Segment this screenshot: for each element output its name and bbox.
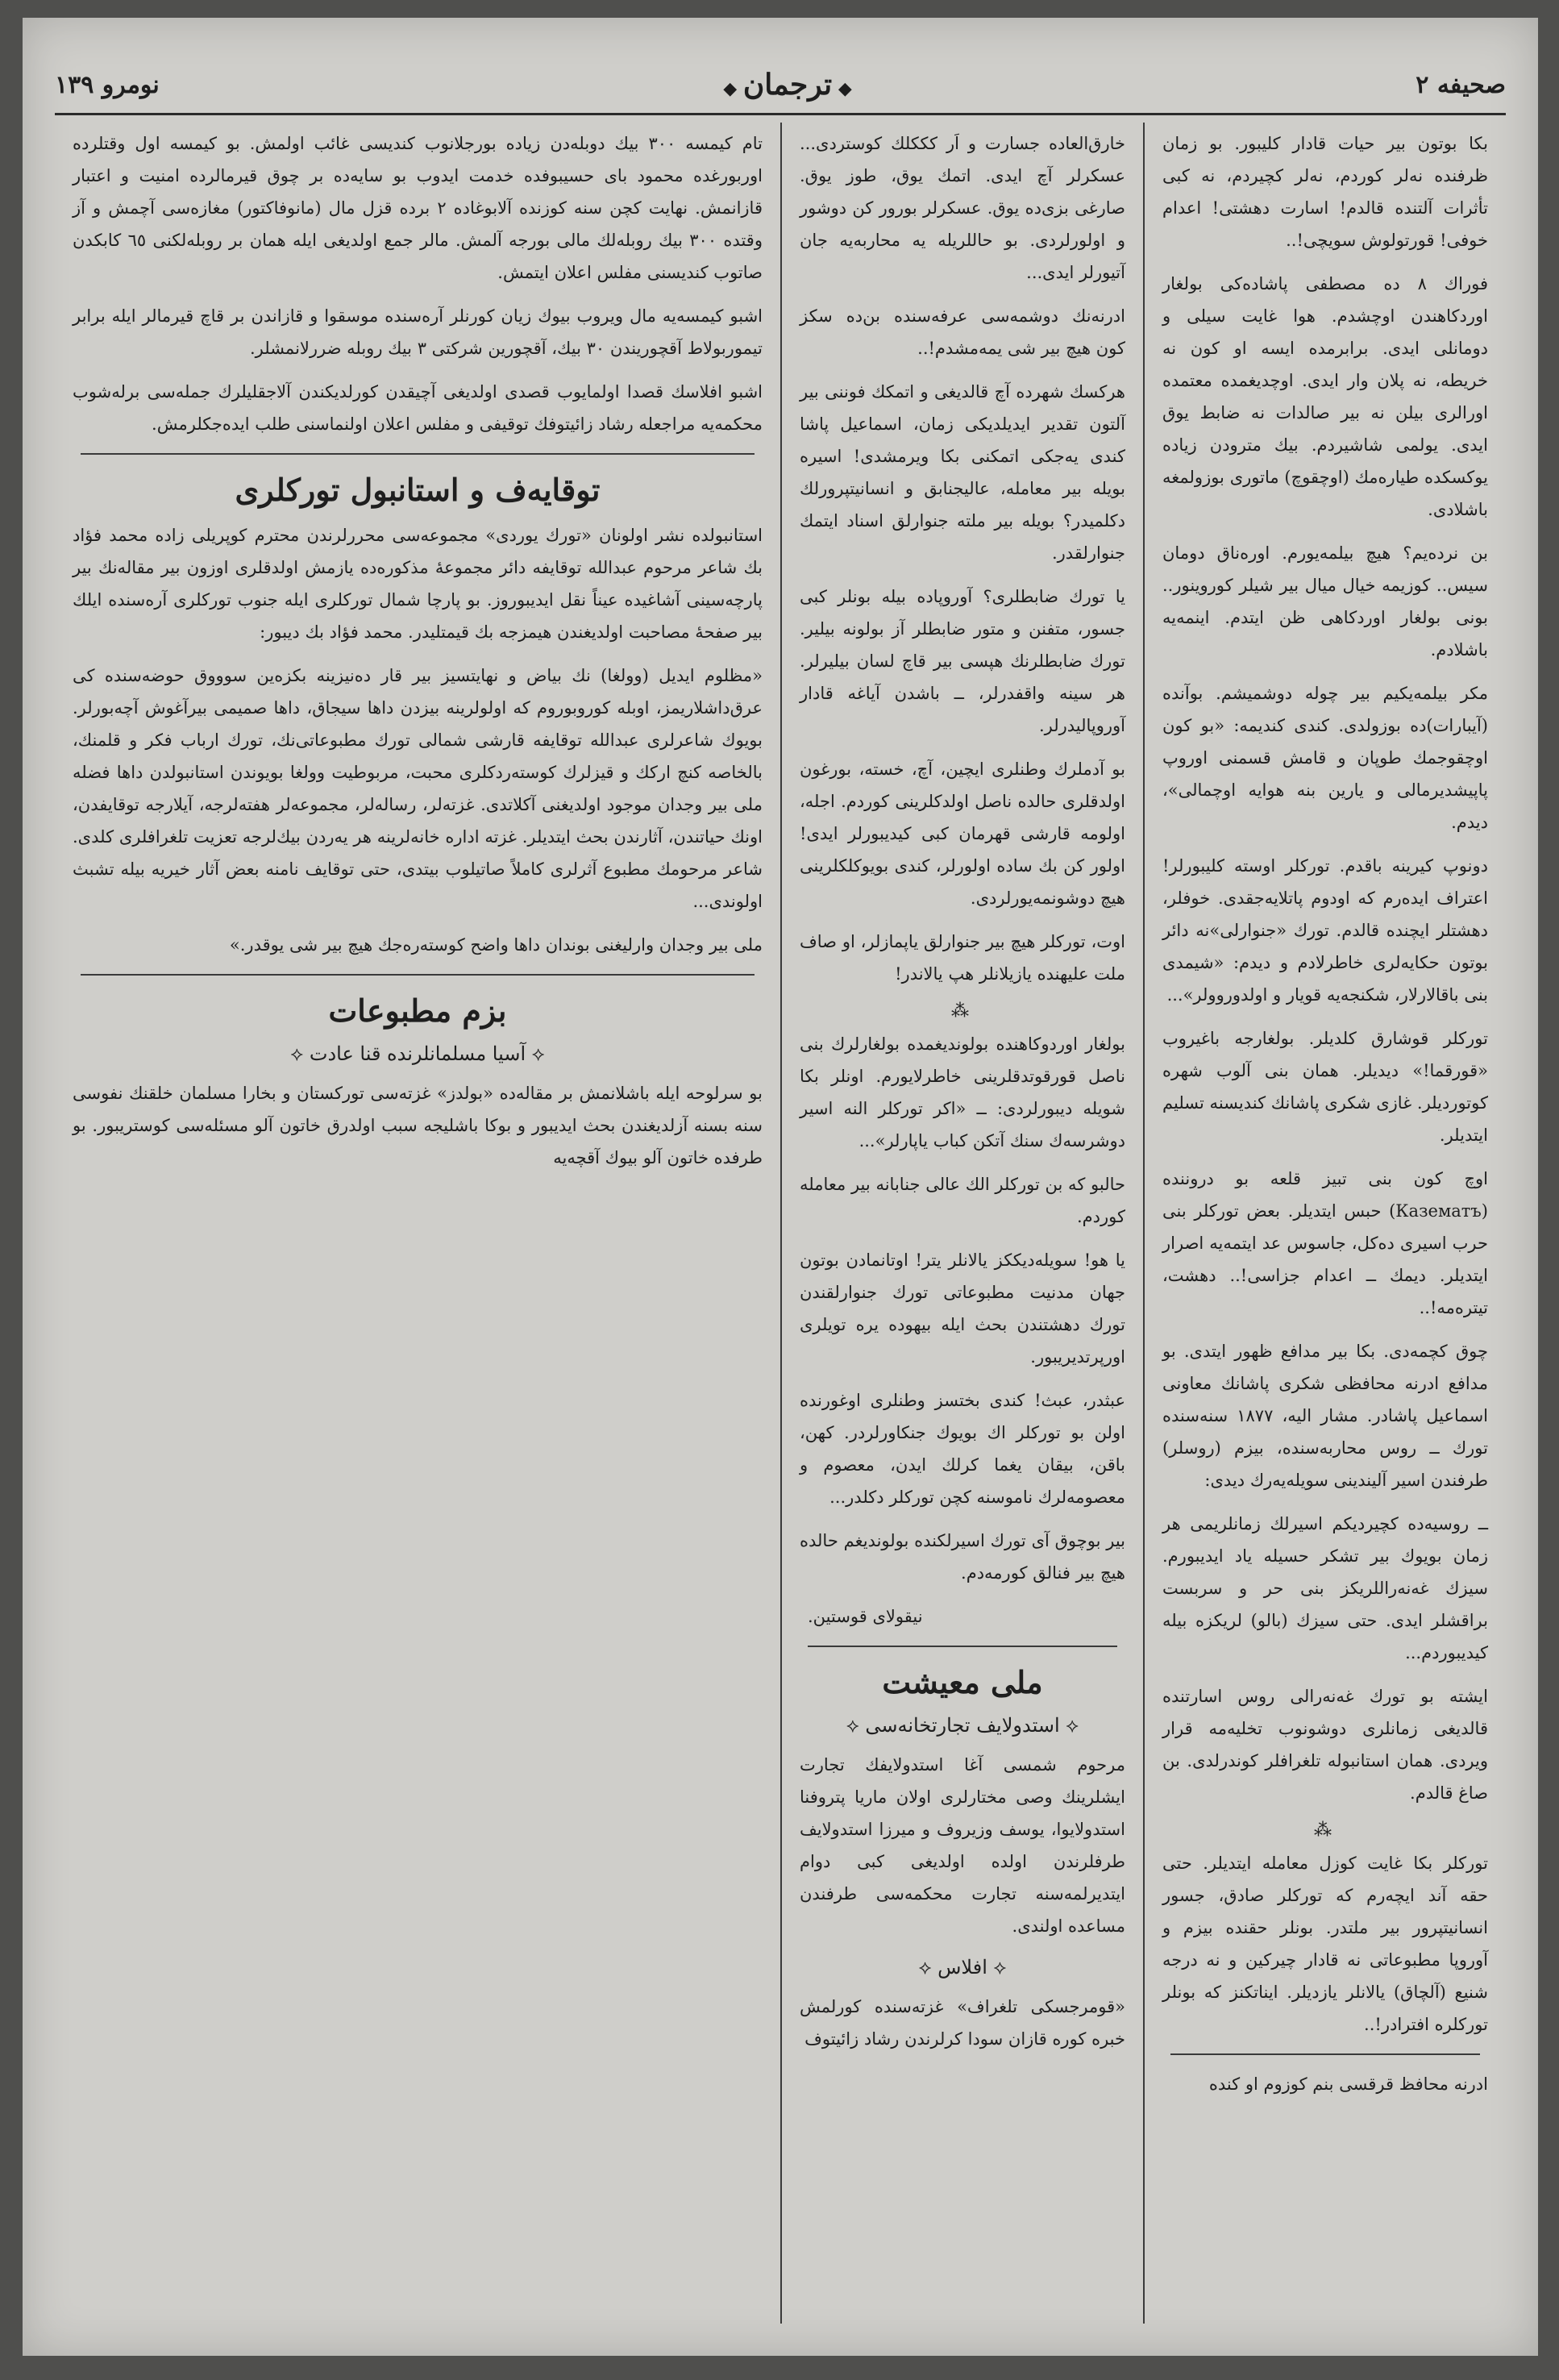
subheading: ⟡ افلاس ⟡ [800, 1954, 1125, 1981]
divider [81, 974, 755, 976]
paragraph: ايشته بو تورك غەنەرالى روس اسارتنده قالديغى زمانلرى دوشونوب تخليه‌مه قرار ويردى. همان استانبوله تلغرافلر كوندرلدى. بن صاغ قالدم. [1162, 1687, 1488, 1803]
paragraph: يا هو! سويله‌ديككز يالانلر يتر! اوتانمادن بوتون جهان مدنيت مطبوعاتى تورك جنوارلقندن تورك دهشتندن بحث ايله بيهوده يره تويلرى اورپرتديريبور. [800, 1250, 1125, 1367]
paragraph: استانبولده نشر اولونان «تورك يوردى» مجموعه‌سى محررلرندن محترم كوپريلى زاده محمد فؤاد بك شاعر مرحوم عبدالله توقايفه دائر مجموعهٔ مذكوره‌ده يازمش اولدقلرى اوزون بير مقاله‌نك بير پارچه‌سينى آشاغيده عيناً نقل ايديبوروز. بو پارچا شمال توركلرى ايله جنوب توركلرى آره‌سنده ايلك بير صفحهٔ مصاحبت اولديغندن هيمزجه بك قيمتليدر. محمد فؤاد بك ديبور: [73, 526, 763, 642]
paragraph: توركلر بكا غايت كوزل معامله ايتديلر. حتى حقه آند ايچەرم كه توركلر صادق، جسور انسانيتپرور بير ملتدر. بونلر حقنده بيزم و آوروپا مطبوعاتى نه قادار چيركين و نه درجه شنيع (آلچاق) يالانلر يازديلر. ايناتكنز كه بونلر توركلره افترادر!.. [1162, 1854, 1488, 2034]
author-signature: نيقولاى قوستين. [808, 1607, 923, 1626]
asterism-separator: ⁂ [1314, 1820, 1337, 1841]
subheading: ⟡ آسيا مسلمانلرنده قنا عادت ⟡ [73, 1040, 763, 1067]
paragraph: بولغار اوردوكاهنده بولونديغمده بولغارلرك بنى ناصل قورقوتدقلرينى خاطرلايورم. اونلر بكا شويله ديبورلردى: ــ «اكر توركلر النه اسير دوشرسه‌ك سنك آتكن كباب ياپارلر»... [800, 1034, 1125, 1150]
columns [55, 123, 1506, 2324]
divider [1170, 2053, 1480, 2055]
paragraph: مرحوم شمسى آغا استدولايفك تجارت ايشلرينك وصى مختارلرى اولان ماريا پتروفنا استدولايوا، يوسف وزيروف و ميرزا استدولايف طرفلرندن اولده اولديغى كبى دوام ايتديرلمه‌سنه تجارت محكمه‌سى طرفندن مساعده اولندى. [800, 1755, 1125, 1936]
paragraph: بو سرلوحه ايله باشلانمش بر مقاله‌ده «بولدز» غزته‌سى توركستان و بخارا مسلمان خلقنك نفوسى سنه بسنه آزلديغندن بحث ايديبور و بوكا باشليجه سبب اولدرق خاتون آلو مسئله‌سى كوستريبور. بو طرفده خاتون آلو بيوك آقچه‌يه [73, 1084, 763, 1167]
paragraph: ملى بير وجدان وارليغنى بوندان داها واضح كوسته‌ره‌جك هيچ بير شى يوقدر.» [229, 935, 763, 955]
section-heading: ملى معيشت [882, 1664, 1043, 1700]
newspaper-page [23, 18, 1538, 2356]
divider [81, 453, 755, 455]
paragraph: اشبو كيمسه‌يه مال ويروب بيوك زيان كورنلر آره‌سنده موسقوا و قازاندن بر قاچ قيرمالر ايله برابر تيموربولاط آقچوريندن ٣٠ بيك، آقچورين شركتى ٣ بيك روبله ضررلانمشلر. [73, 306, 763, 358]
subheading: ⟡ استدولايف تجارتخانه‌سى ⟡ [800, 1712, 1125, 1739]
closing-line: ادرنه محافظ قرقسى بنم كوزوم او كنده [1208, 2074, 1488, 2094]
paragraph: بن نردەيم؟ هيچ بيلمەيورم. اوره‌ناق دومان سيس.. كوزيمه خيال ميال بير شيلر كوروينور.. بونى بولغار اوردكاهى ظن ايتدم. اينمه‌يه باشلادم. [1162, 543, 1488, 659]
paragraph: هركسك شهرده آچ قالديغى و اتمكك فوننى بير آلتون تقدير ايديلديكى زمان، اسماعيل پاشا كندى يه‌جكى اتمكنى بكا ويرمشدى! اسيره بويله بير معامله، عاليجنابق و انسانيتپرورلك دكلميدر؟ بويله بير ملته جنوارلق اسناد ايتمك جنوارلقدر. [800, 382, 1125, 563]
column-1 [1143, 123, 1506, 2324]
paragraph: چوق كچمەدى. بكا بير مدافع ظهور ايتدى. بو مدافع ادرنه محافظى شكرى پاشانك معاونى اسماعيل پاشادر. مشار اليه، ١٨٧٧ سنه‌سنده تورك ــ روس محاربه‌سنده، بيزم (روسلر) طرفندن اسير آليندينى سويله‌يەرك ديدى: [1162, 1342, 1489, 1490]
paragraph: عبثدر، عبث! كندى بختسز وطنلرى اوغورنده اولن بو توركلر اك بويوك جنكاورلردر. كهن، باقن، بيقان يغما كرلك ايدن، معصوم و معصومه‌لرك ناموسنه كچن توركلر دكلدر... [800, 1391, 1125, 1507]
paragraph: ادرنه‌نك دوشمه‌سى عرفه‌سنده بن‌ده سكز كون هيچ بير شى يمه‌مشدم!.. [800, 306, 1125, 358]
paragraph: مكر بيلمەيكيم بير چوله دوشميشم. بوآنده (آيبارات)ده بوزولدى. كندى كنديمه: «بو كون اوچقوجمك طوپان و قامش قسمنى اوروپ پاپيشديرمالى و يارين بنه هوايه اوچمالى»، ديدم. [1162, 684, 1488, 832]
paragraph: توركلر قوشارق كلديلر. بولغارجه باغيروب «قورقما!» ديديلر. همان بنى آلوب شهره كوتورديلر. غازى شكرى پاشانك كنديسنه تسليم ايتديلر. [1162, 1029, 1488, 1145]
paragraph: يا تورك ضابطلرى؟ آوروپاده بيله بونلر كبى جسور، متفنن و متور ضابطلر آز بولونه بيلير. تورك ضابطلرنك هپسى بير قاچ لسان بيليرلر. هر سينه واقفدرلر، ــ باشدن آياغه قادار آوروپاليدرلر. [800, 587, 1125, 735]
column-3 [55, 123, 780, 2324]
paragraph: دونوپ كيرينه باقدم. توركلر اوسته كليبورلر! اعتراف ايدەرم كه اودوم پاتلايه‌جقدى. خوفلر، دهشتلر ايچنده قالدم. تورك «جنوارلى»نه دائر بوتون حكايه‌لرى خاطرلادم و ديدم: «شيمدى بنى باقالارلار، شكنجه‌يه قويار و اولدوروولر»... [1162, 856, 1488, 1005]
paragraph: بكا بوتون بير حيات قادار كليبور. بو زمان ظرفنده نه‌لر كوردم، نه‌لر كچيردم، نه كبى تأثرات آلتنده قالدم! اسارت دهشتى! اعدام خوفى! قورتولوش سويچى!.. [1162, 134, 1488, 250]
newspaper-title: ◆ ترجمان ◆ [723, 68, 852, 102]
paragraph: حالبو كه بن توركلر الك عالى جنابانه بير معامله كوردم. [800, 1175, 1125, 1226]
paragraph: «مظلوم ايديل (وولغا) نك بياض و نهايتسيز بير قار ده‌نيزينه بكزه‌ين سوووق حوضه‌سنده كى عرق‌داشلاريمز، اوبله كوروبوروم كه اولولرينه بيزدن داها سيجاق، داها صميمى بير‌آغوش آچه‌بورلر. بويوك شاعرلرى عبدالله توقايفه قارشى شمالى تورك مطبوعاتى‌نك، تورك ارباب فكر و قلمنك، بالخاصه كنچ اركك و قيزلرك كوسته‌ردكلرى محبت، مربوطيت وولغا بويوندن استانبولدن داها فضله ملى بير وجدان موجود اولديغنى آكلاتدى. غزته‌لر، رساله‌لر، مجموعه‌لر هفته‌لرجه، آيلارجه توقايفدن، اونك حياتندن، آثارندن بحث ايتديلر. غزته اداره خانه‌لرينه هر يه‌ردن بيك‌لرجه تعزيت تلغرافلرى كلدى. شاعر مرحومك مطبوع آثرلرى كاملاً صاتيلوب بيتدى، حتى توقايف نامنه بعض آثار خيريه بيله تشبث اولوندى... [73, 666, 763, 911]
page-number: صحيفه ٢ [1416, 70, 1506, 99]
paragraph: «قومرجسكى تلغراف» غزته‌سنده كورلمش خبره كوره قازان سودا كرلرندن رشاد زائيتوف [800, 1997, 1125, 2049]
paragraph: فوراك ٨ ده مصطفى پاشاده‌كى بولغار اوردكاهندن اوچشدم. هوا غايت سيلى و دومانلى ايدى. برابرمده ايسه او كون نه خريطه، نه پلان وار ايدى. اوچديغمده معتمده اورالرى بيلن نه بير صالدات نه ضابط يوق ايدى. يولمى شاشيردم. بيك مترودن زياده يوكسكده طيارەمك (اوچقوچ) ماتورى بوزولمغه باشلادى. [1162, 274, 1488, 519]
paragraph: بو آدملرك وطنلرى ايچين، آچ، خسته، بورغون اولدقلرى حالده ناصل اولدكلرينى كوردم. اجله، اولومه قارشى قهرمان كبى كيديبورلر ايدى! اولور كن بك ساده اولورلر، كندى بويوكلكلرينى هيچ دوشونمه‌يورلردى. [800, 759, 1125, 908]
section-heading: بزم مطبوعات [328, 992, 507, 1029]
paragraph: خارق‌العاده جسارت و اَر كككلك كوستردى... عسكرلر آچ ايدى. اتمك يوق، طوز يوق. صارغى بزى‌ده يوق. عسكرلر بورور كن دوشور و اولورلردى. بو حاللريله يه محاربه‌يه جان آتيورلر ايدى... [800, 134, 1125, 282]
divider [808, 1646, 1117, 1647]
paragraph: اوچ كون بنى تبيز قلعه بو دروننده (Казематъ) حبس ايتديلر. بعض توركلر بنى حرب اسيرى دەكل، جاسوس عد ايتمه‌يه اصرار ايتديلر. ديمك ــ اعدام جزاسى!.. دهشت، تيترەمه!.. [1162, 1169, 1488, 1317]
paragraph: اوت، توركلر هيچ بير جنوارلق ياپمازلر، او صاف ملت عليهنده يازيلانلر هپ يالاندر! [800, 932, 1125, 984]
paragraph: ــ روسيه‌ده كچيرديكم اسيرلك زمانلريمى هر زمان بويوك بير تشكر حسيله ياد ايديبورم. سيزك غەنەراللريكز بنى حر و سربست براقشلر ايدى. حتى سيزك (بالو) لريكزه بيله كيديبوردم... [1162, 1514, 1488, 1662]
asterism-separator: ⁂ [951, 1001, 974, 1021]
column-2 [780, 123, 1143, 2324]
paragraph: تام كيمسه ٣٠٠ بيك دوبله‌دن زياده بورجلانوب كنديسى غائب اولمش. بو كيمسه اول وقتلرده اوربورغده محمود باى حسيبوفده خدمت ايدوب بو سايه‌ده بر چوق قيرمالرده امنيت و اعتبار قازانمش. نهايت كچن سنه كوزنده آلابوغاده ٢ برده قزل مال (مانوفاكتور) مغازه‌سى آچمش و آز وقتده ٣٠٠ بيك روبله‌لك مالى بورجه آلمش. مالر جمع اولديغى ايله همان بر روبله‌لكنى ٦٥ كابكدن صاتوب كنديسنى مفلس اعلان ايتمش. [73, 134, 763, 282]
masthead [55, 56, 1506, 115]
paragraph: اشبو افلاسك قصدا اولمايوب قصدى اولديغى آچيقدن كورلديكندن آلاجقليلرك جمله‌سى برله‌شوب محكمه‌يه مراجعله رشاد زائيتوفك توقيفى و مفلس اعلان اولنماسنى طلب ايده‌جكلرمش. [73, 382, 763, 434]
section-heading: توقايەف و استانبول توركلرى [235, 472, 601, 508]
paragraph: بير بوچوق آى تورك اسيرلكنده بولونديغم حالده هيچ بير فنالق كورمەدم. [800, 1531, 1125, 1583]
issue-number: نومرو ١٣٩ [55, 70, 160, 99]
